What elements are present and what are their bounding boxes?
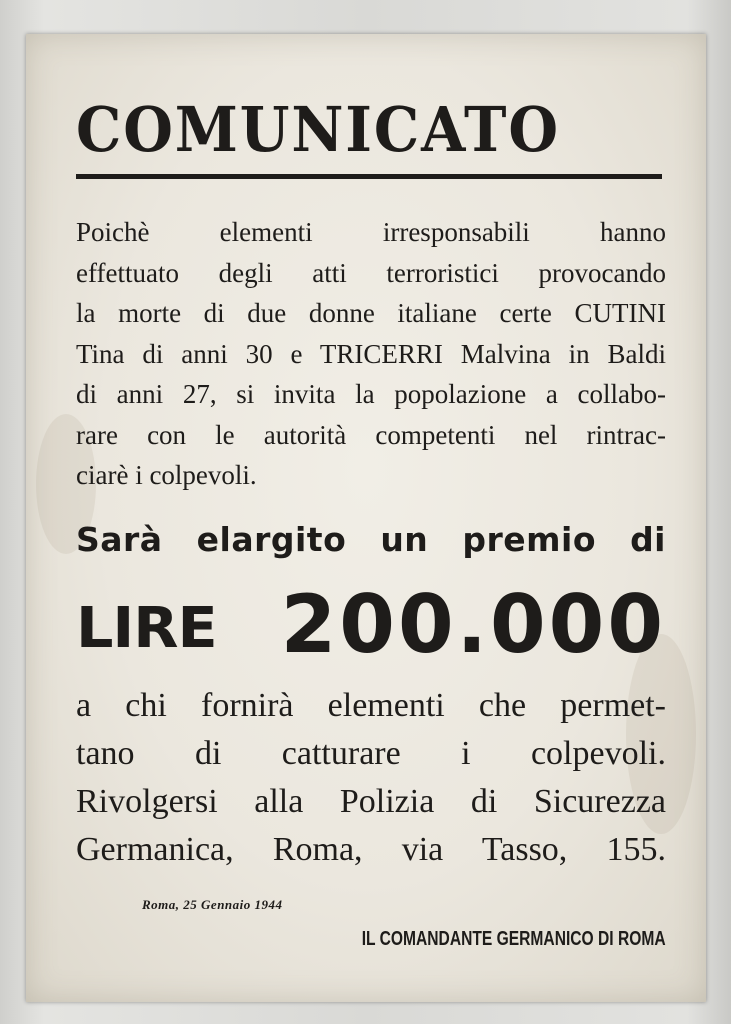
closing-line: Rivolgersi alla Polizia di Sicurezza	[76, 783, 666, 820]
prize-intro: Sarà elargito un premio di	[76, 520, 666, 559]
announcement-body	[76, 212, 666, 496]
closing-line: Germanica, Roma, via Tasso, 155.	[76, 831, 666, 868]
amount-value: 200.000	[280, 578, 666, 671]
body-line: Poichè elementi irresponsabili hanno	[76, 217, 666, 247]
closing-line: a chi fornirà elementi che permet-	[76, 687, 666, 724]
body-line: di anni 27, si invita la popolazione a collabo-	[76, 379, 666, 409]
body-line: Tina di anni 30 e TRICERRI Malvina in Baldi	[76, 338, 666, 369]
body-line-last: ciarè i colpevoli.	[76, 460, 257, 490]
poster-paper	[26, 34, 706, 1002]
body-line: la morte di due donne italiane certe CUTINI	[76, 298, 666, 328]
currency-label: LIRE	[76, 596, 217, 661]
title-underline	[76, 174, 662, 179]
body-line: rare con le autorità competenti nel rintrac-	[76, 419, 666, 450]
closing-line: tano di catturare i colpevoli.	[76, 735, 666, 772]
poster-title: COMUNICATO	[76, 93, 560, 166]
closing-text	[76, 682, 666, 874]
signature: IL COMANDANTE GERMANICO DI ROMA	[362, 928, 666, 950]
reward-amount	[76, 578, 666, 672]
date-line: Roma, 25 Gennaio 1944	[142, 897, 283, 912]
body-line: effettuato degli atti terroristici provocando	[76, 257, 666, 288]
